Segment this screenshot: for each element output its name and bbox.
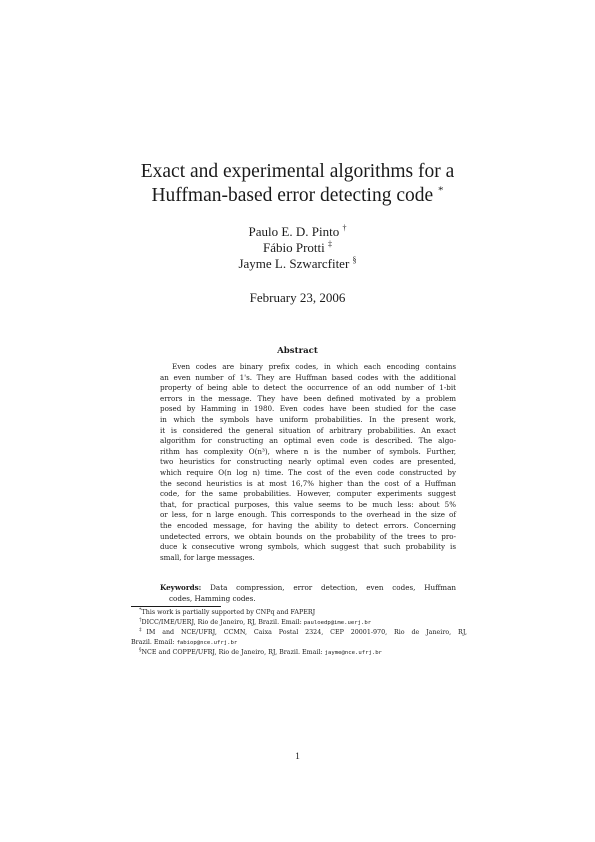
keywords — [160, 583, 456, 604]
abstract-line: algorithm for constructing an optimal even code is described. The algo- — [160, 436, 456, 446]
footnote-mark: § — [139, 646, 142, 653]
author-3-name: Jayme L. Szwarcfiter — [238, 256, 350, 271]
footnote-text: NCE and COPPE/UFRJ, Rio de Janeiro, RJ, Brazil. Email: — [141, 649, 325, 656]
abstract-line: errors in the message. They have been defined motivated by a problem — [160, 393, 456, 403]
abstract-line: that, for practical purposes, this value seems to be much less: about 5% — [160, 499, 456, 509]
abstract-line: Even codes are binary prefix codes, in which each encoding contains — [172, 362, 456, 371]
author-2-name: Fábio Protti — [262, 240, 325, 255]
title-line-1: Exact and experimental algorithms for a — [140, 161, 455, 182]
footnote-text: DICC/IME/UERJ, Rio de Janeiro, RJ, Brazil. Email: — [141, 618, 304, 626]
abstract-line: in which the symbols have uniform probabilities. In the present work, — [160, 414, 456, 424]
keywords-line-1 — [160, 583, 456, 594]
footnote-author-1 — [131, 618, 467, 629]
author-2-mark: ‡ — [328, 239, 332, 249]
footnote-text: This work is partially supported by CNPq and FAPERJ — [141, 609, 316, 616]
abstract-line: posed by Hamming in 1980. Even codes have been studied for the case — [160, 404, 456, 414]
author-list — [0, 224, 595, 272]
author-3 — [0, 256, 595, 272]
abstract-line: an even number of 1's. They are Huffman based codes with the additional — [160, 372, 456, 382]
footnote-email: jayme@nce.ufrj.br — [324, 650, 382, 656]
abstract-line: code, for the same probabilities. However, computer experiments suggest — [160, 489, 456, 499]
footnote-email: pauloedp@ime.uerj.br — [303, 619, 372, 626]
author-3-mark: § — [352, 255, 357, 265]
author-1-mark: † — [342, 223, 347, 233]
footnote-funding — [131, 608, 467, 618]
title-line-2 — [0, 184, 595, 208]
abstract-line: rithm has complexity O(n³), where n is the number of symbols. Further, — [160, 446, 456, 456]
abstract-line: undetected errors, we obtain bounds on the probability of the trees to pro- — [160, 531, 456, 541]
abstract-line: the encoded message, for having the ability to detect errors. Concerning — [160, 520, 456, 530]
abstract-line: small, for large messages. — [160, 552, 255, 562]
author-2 — [0, 240, 595, 256]
page-number: 1 — [295, 752, 300, 762]
footnote-mark: ‡ — [139, 626, 147, 633]
abstract-line: or less, for n large enough. This corresponds to the overhead in the size of — [160, 510, 456, 520]
footnote-text: Brazil. Email: — [131, 638, 177, 646]
footnote-author-2 — [131, 628, 467, 638]
author-1 — [0, 224, 595, 240]
title-line-2-text: Huffman-based error detecting code — [151, 185, 434, 206]
footnote-author-3 — [131, 648, 467, 659]
abstract-line: duce k consecutive wrong symbols, which suggest that such probability is — [160, 542, 456, 552]
abstract-line: property of being able to detect the occurrence of an odd number of 1-bit — [160, 383, 456, 393]
footnote-rule — [131, 606, 221, 607]
paper-title — [0, 160, 595, 208]
title-footnote-mark: * — [438, 184, 444, 197]
paper-date: February 23, 2006 — [249, 290, 346, 305]
abstract-line: it is considered the general situation of arbitrary probabilities. An exact — [160, 425, 456, 435]
abstract-body — [160, 362, 456, 563]
keywords-text-1: Data compression, error detection, even codes, Huffman — [210, 583, 456, 592]
keywords-label: Keywords: — [160, 583, 202, 592]
keywords-line-2: codes, Hamming codes. — [169, 593, 256, 603]
footnote-mark: † — [139, 616, 142, 623]
footnotes — [131, 608, 467, 659]
abstract-line: two heuristics for constructing nearly optimal even codes are presented, — [160, 457, 456, 467]
abstract-heading: Abstract — [277, 346, 318, 356]
abstract-line: which require O(n log n) time. The cost of the even code constructed by — [160, 467, 456, 477]
footnote-text: IM and NCE/UFRJ, CCMN, Caixa Postal 2324, CEP 20001-970, Rio de Janeiro, RJ, — [146, 629, 468, 636]
footnote-mark: * — [139, 606, 142, 613]
author-1-name: Paulo E. D. Pinto — [248, 224, 340, 239]
footnote-author-2-cont — [131, 638, 467, 649]
footnote-email: fabiop@nce.ufrj.br — [176, 639, 238, 646]
abstract-line: the second heuristics is at most 16,7% higher than the cost of a Huffman — [160, 478, 456, 488]
